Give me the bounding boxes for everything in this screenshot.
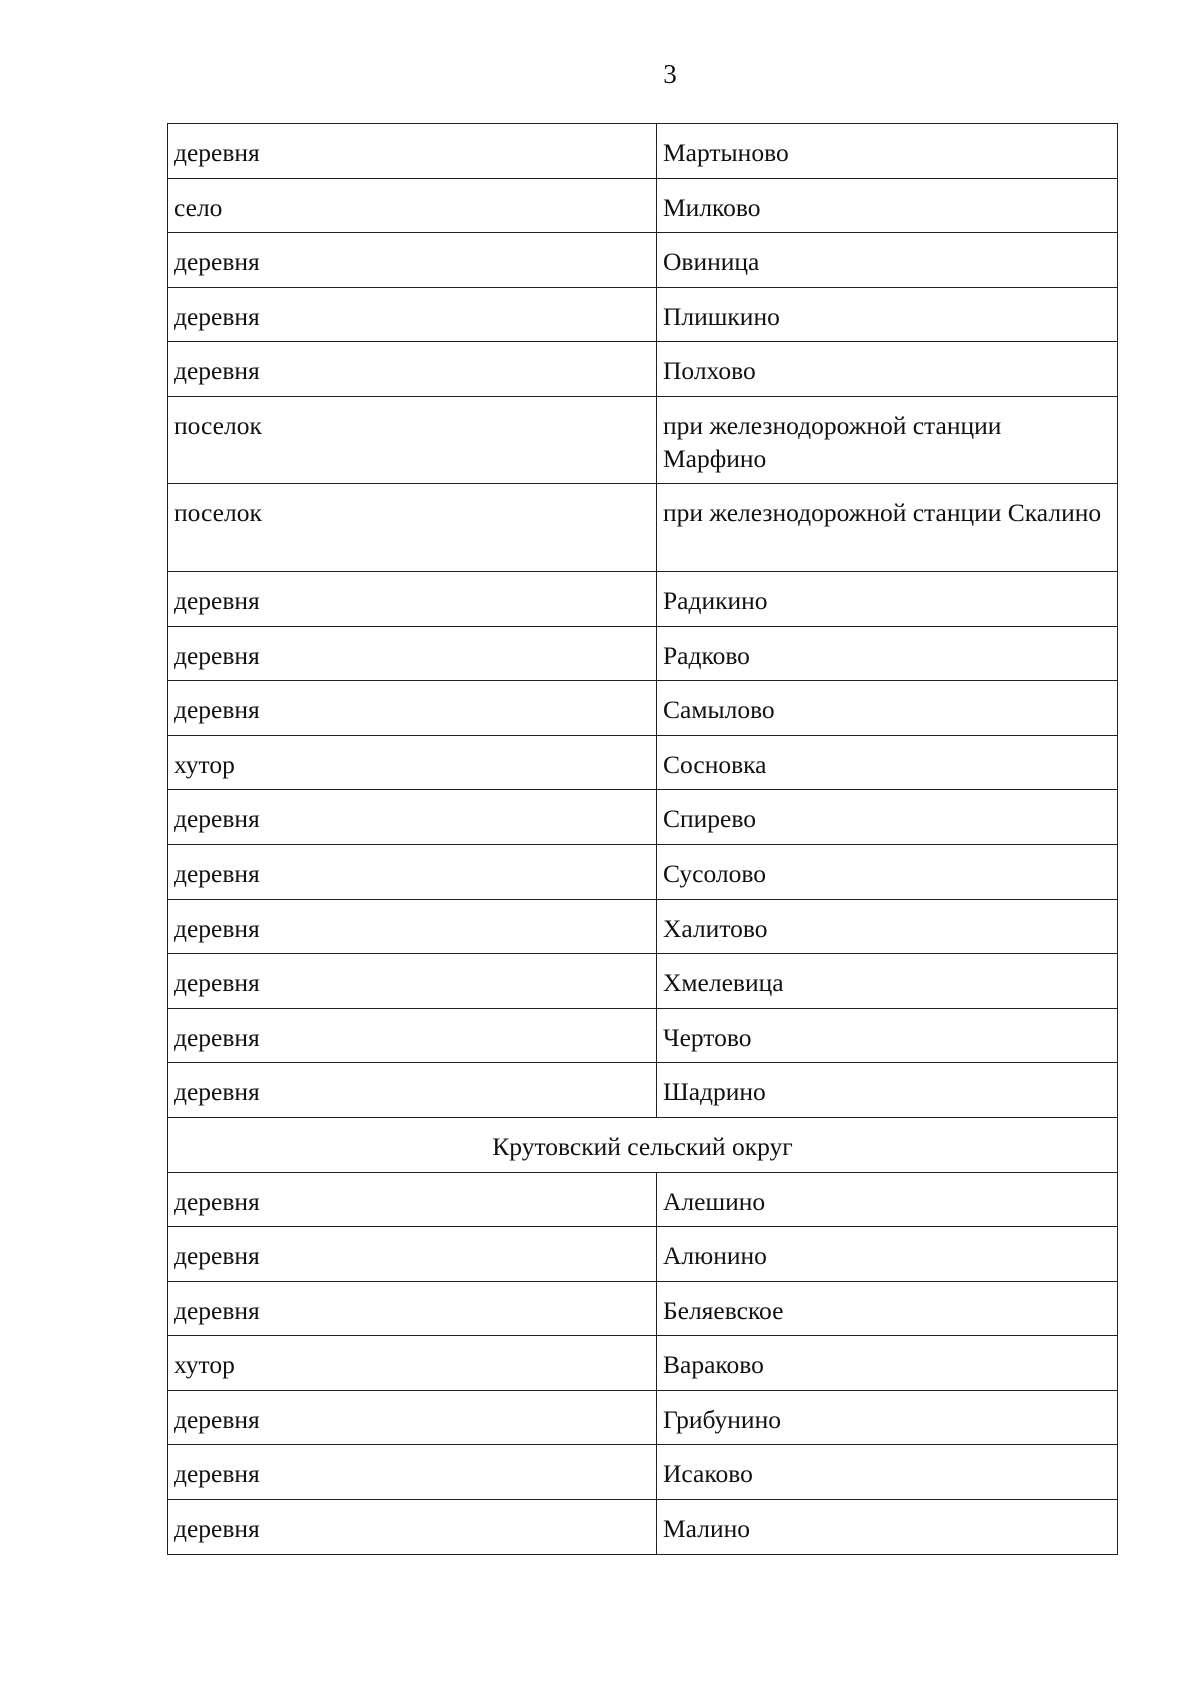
table-row	[168, 844, 1118, 899]
page-number: 3	[663, 59, 677, 89]
settlement-name-cell: при железнодорожной станции Скалино	[657, 484, 1118, 572]
settlement-type-cell: деревня	[168, 1008, 657, 1063]
settlement-name-cell: Мартыново	[657, 124, 1118, 179]
settlement-name-cell: Сусолово	[657, 844, 1118, 899]
table-row	[168, 1390, 1118, 1445]
settlement-name-cell: Милково	[657, 178, 1118, 233]
settlement-type-cell: деревня	[168, 1445, 657, 1500]
settlement-name-cell: Хмелевица	[657, 954, 1118, 1009]
table-row	[168, 1500, 1118, 1555]
settlement-type-cell: деревня	[168, 124, 657, 179]
table-row	[168, 571, 1118, 626]
settlement-type-cell: деревня	[168, 1063, 657, 1118]
settlement-name-cell: Беляевское	[657, 1281, 1118, 1336]
settlement-name-cell: при железнодорожной станции Марфино	[657, 396, 1118, 484]
settlement-name-cell: Малино	[657, 1500, 1118, 1555]
settlement-name-cell: Исаково	[657, 1445, 1118, 1500]
table-row	[168, 1172, 1118, 1227]
table-row	[168, 954, 1118, 1009]
table-row	[168, 1008, 1118, 1063]
settlement-name-cell: Сосновка	[657, 735, 1118, 790]
settlement-type-cell: деревня	[168, 233, 657, 288]
table-row	[168, 396, 1118, 484]
settlement-type-cell: деревня	[168, 681, 657, 736]
settlement-type-cell: хутор	[168, 1336, 657, 1391]
settlement-name-cell: Радково	[657, 626, 1118, 681]
settlement-type-cell: деревня	[168, 790, 657, 845]
table-row	[168, 1227, 1118, 1282]
table-row	[168, 735, 1118, 790]
settlement-type-cell: поселок	[168, 396, 657, 484]
table-row	[168, 681, 1118, 736]
settlement-type-cell: деревня	[168, 342, 657, 397]
settlement-name-cell: Полхово	[657, 342, 1118, 397]
settlement-type-cell: деревня	[168, 954, 657, 1009]
settlement-type-cell: деревня	[168, 1172, 657, 1227]
settlement-name-cell: Овиница	[657, 233, 1118, 288]
settlement-name-cell: Алюнино	[657, 1227, 1118, 1282]
table-row	[168, 342, 1118, 397]
settlement-type-cell: деревня	[168, 1390, 657, 1445]
settlement-type-cell: деревня	[168, 571, 657, 626]
table-row	[168, 287, 1118, 342]
table-row	[168, 1336, 1118, 1391]
settlement-name-cell: Шадрино	[657, 1063, 1118, 1118]
table-row	[168, 1445, 1118, 1500]
table-row	[168, 1063, 1118, 1118]
settlement-type-cell: хутор	[168, 735, 657, 790]
table-row	[168, 124, 1118, 179]
settlement-type-cell: деревня	[168, 626, 657, 681]
settlement-type-cell: деревня	[168, 1281, 657, 1336]
settlements-table	[167, 123, 1118, 1555]
table-row	[168, 178, 1118, 233]
section-row	[168, 1117, 1118, 1172]
settlement-type-cell: деревня	[168, 1227, 657, 1282]
settlement-type-cell: деревня	[168, 1500, 657, 1555]
settlement-type-cell: поселок	[168, 484, 657, 572]
settlement-type-cell: село	[168, 178, 657, 233]
settlement-name-cell: Халитово	[657, 899, 1118, 954]
settlements-table-body	[168, 124, 1118, 1555]
settlement-name-cell: Самылово	[657, 681, 1118, 736]
settlement-name-cell: Вараково	[657, 1336, 1118, 1391]
table-row	[168, 899, 1118, 954]
settlement-name-cell: Плишкино	[657, 287, 1118, 342]
settlement-type-cell: деревня	[168, 899, 657, 954]
settlement-type-cell: деревня	[168, 287, 657, 342]
section-heading: Крутовский сельский округ	[168, 1117, 1118, 1172]
table-row	[168, 1281, 1118, 1336]
settlement-name-cell: Радикино	[657, 571, 1118, 626]
settlement-name-cell: Грибунино	[657, 1390, 1118, 1445]
table-row	[168, 790, 1118, 845]
table-row	[168, 626, 1118, 681]
table-row	[168, 484, 1118, 572]
table-row	[168, 233, 1118, 288]
settlement-name-cell: Чертово	[657, 1008, 1118, 1063]
settlement-name-cell: Спирево	[657, 790, 1118, 845]
settlement-type-cell: деревня	[168, 844, 657, 899]
settlement-name-cell: Алешино	[657, 1172, 1118, 1227]
